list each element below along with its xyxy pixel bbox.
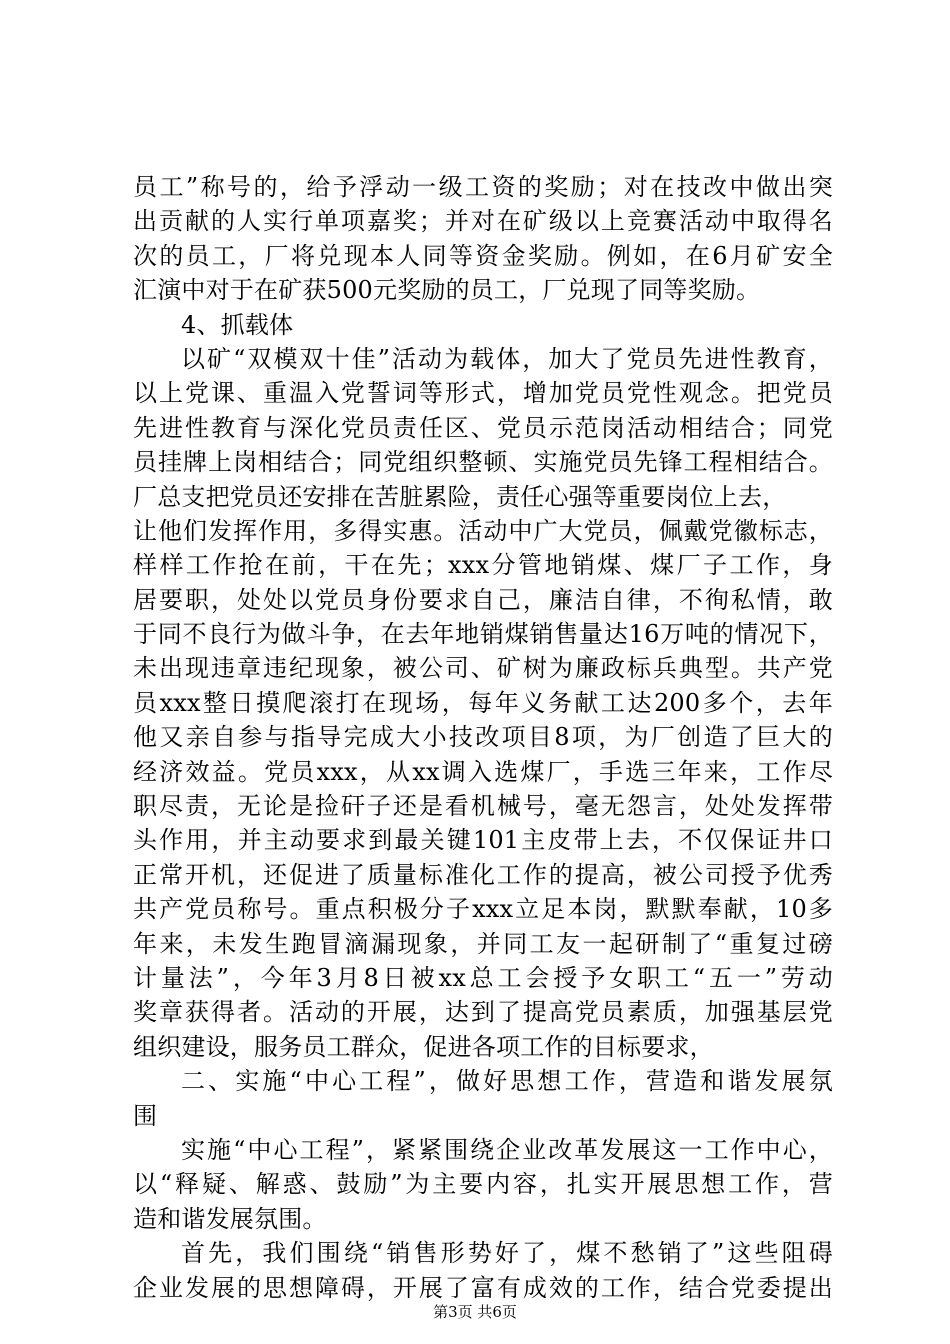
text-line: 员挂牌上岗相结合；同党组织整顿、实施党员先锋工程相结合。 xyxy=(133,448,833,477)
text-line: 汇演中对于在矿获500元奖励的员工，厂兑现了同等奖励。 xyxy=(133,276,761,305)
text-line: 未出现违章违纪现象，被公司、矿树为廉政标兵典型。共产党 xyxy=(133,654,833,683)
text-line: 头作用，并主动要求到最关键101主皮带上去，不仅保证井口 xyxy=(133,826,833,855)
text-line: 二、实施“中心工程”，做好思想工作，营造和谐发展氛 xyxy=(181,1067,833,1096)
document-body xyxy=(133,170,833,1305)
page-footer: 第3页 共6页 xyxy=(433,1303,517,1321)
text-line: 厂总支把党员还安排在苦脏累险，责任心强等重要岗位上去， xyxy=(133,482,787,511)
text-line: 计量法”，今年3月8日被xx总工会授予女职工“五一”劳动 xyxy=(133,963,833,992)
text-line: 首先，我们围绕“销售形势好了，煤不愁销了”这些阻碍 xyxy=(181,1239,833,1268)
text-line: 样样工作抢在前，干在先；xxx分管地销煤、煤厂子工作，身 xyxy=(133,551,833,580)
text-line: 共产党员称号。重点积极分子xxx立足本岗，默默奉献，10多 xyxy=(133,895,833,924)
text-line: 于同不良行为做斗争，在去年地销煤销售量达16万吨的情况下， xyxy=(133,620,833,649)
text-line: 先进性教育与深化党员责任区、党员示范岗活动相结合；同党 xyxy=(133,413,833,442)
text-line: 年来，未发生跑冒滴漏现象，并同工友一起研制了“重复过磅 xyxy=(133,929,833,958)
text-line: 以矿“双模双十佳”活动为载体，加大了党员先进性教育， xyxy=(181,344,833,373)
text-line: 以上党课、重温入党誓词等形式，增加党员党性观念。把党员 xyxy=(133,379,833,408)
text-line: 次的员工，厂将兑现本人同等资金奖励。例如，在6月矿安全 xyxy=(133,241,833,270)
text-line: 实施“中心工程”，紧紧围绕企业改革发展这一工作中心， xyxy=(181,1135,833,1164)
text-line: 经济效益。党员xxx，从xx调入选煤厂，手选三年来，工作尽 xyxy=(133,757,833,786)
text-line: 居要职，处处以党员身份要求自己，廉洁自律，不徇私情，敢 xyxy=(133,585,833,614)
text-line: 出贡献的人实行单项嘉奖；并对在矿级以上竞赛活动中取得名 xyxy=(133,207,833,236)
text-line: 奖章获得者。活动的开展，达到了提高党员素质，加强基层党 xyxy=(133,998,833,1027)
text-line: 造和谐发展氛围。 xyxy=(133,1204,327,1233)
text-line: 职尽责，无论是捡矸子还是看机械号，毫无怨言，处处发挥带 xyxy=(133,792,833,821)
text-line: 正常开机，还促进了质量标准化工作的提高，被公司授予优秀 xyxy=(133,860,833,889)
text-line: 员xxx整日摸爬滚打在现场，每年义务献工达200多个，去年 xyxy=(133,688,833,717)
text-line: 围 xyxy=(133,1101,158,1130)
text-line: 让他们发挥作用，多得实惠。活动中广大党员，佩戴党徽标志， xyxy=(133,516,833,545)
text-line: 他又亲自参与指导完成大小技改项目8项，为厂创造了巨大的 xyxy=(133,723,833,752)
text-line: 4、抓载体 xyxy=(181,310,294,339)
text-line: 员工”称号的，给予浮动一级工资的奖励；对在技改中做出突 xyxy=(133,173,833,201)
text-line: 组织建设，服务员工群众，促进各项工作的目标要求， xyxy=(133,1032,714,1061)
text-line: 以“释疑、解惑、鼓励”为主要内容，扎实开展思想工作，营 xyxy=(133,1170,833,1199)
text-line: 企业发展的思想障碍，开展了富有成效的工作，结合党委提出 xyxy=(133,1273,833,1302)
